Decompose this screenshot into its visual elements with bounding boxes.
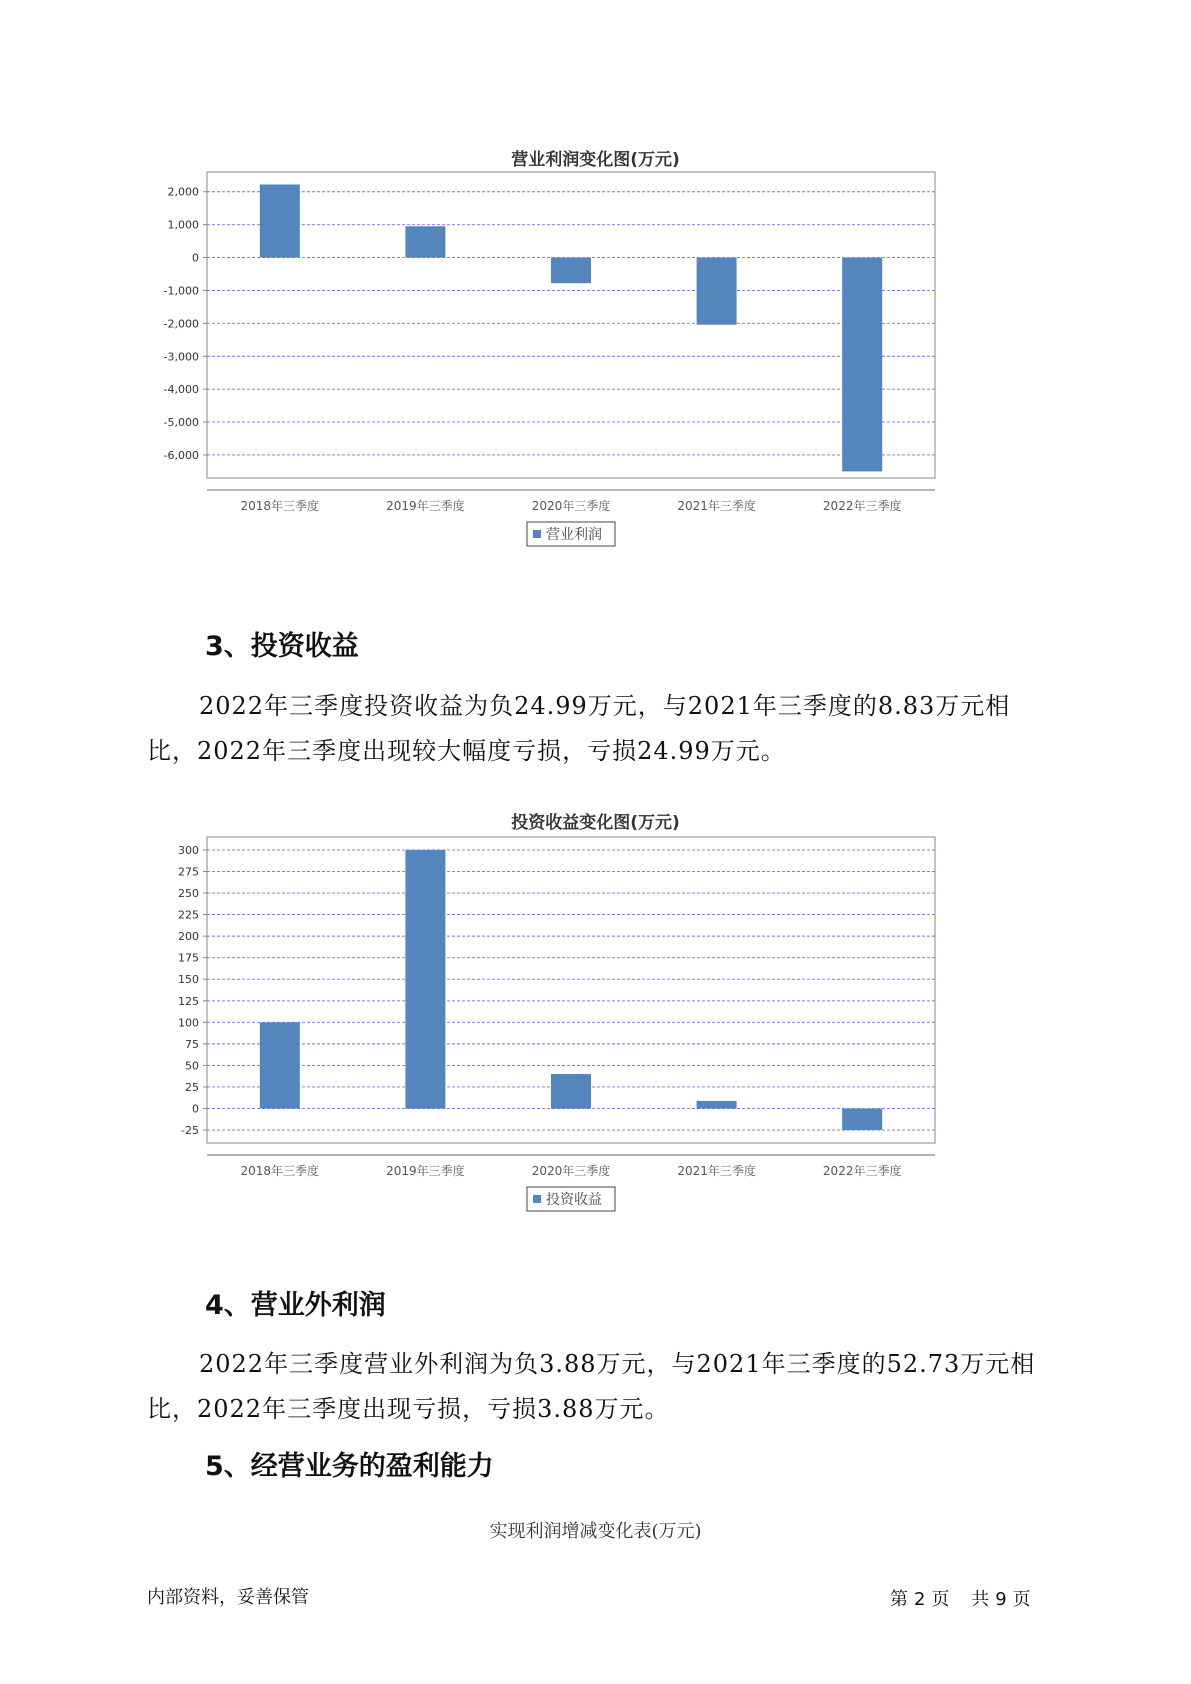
- plot-frame: [207, 172, 935, 478]
- y-tick-label: 300: [178, 843, 199, 857]
- y-tick-label: 75: [185, 1037, 199, 1051]
- paragraph-non-operating-profit: [147, 1342, 1057, 1432]
- bar: [842, 258, 882, 472]
- footer-page-number: [890, 1585, 1037, 1611]
- bar: [697, 1101, 737, 1109]
- bar: [551, 258, 591, 284]
- y-tick-label: 0: [192, 251, 199, 265]
- y-tick-label: 150: [178, 973, 199, 987]
- y-tick-label: 200: [178, 930, 199, 944]
- chart-title-operating-profit: 营业利润变化图(万元): [511, 150, 680, 170]
- bar: [697, 258, 737, 325]
- footer-confidential-note: 内部资料，妥善保管: [147, 1587, 309, 1608]
- operating-profit-chart: [150, 170, 1050, 590]
- legend-swatch: [533, 1195, 541, 1203]
- category-label: 2019年三季度: [386, 1164, 465, 1178]
- total-prefix: 共: [971, 1589, 990, 1610]
- paragraph-non-operating-profit-text: 2022年三季度营业外利润为负3.88万元，与2021年三季度的52.73万元相比，2022年三季度出现亏损，亏损3.88万元。: [147, 1350, 1036, 1423]
- bar: [842, 1109, 882, 1131]
- y-tick-label: -2,000: [163, 317, 199, 331]
- category-label: 2019年三季度: [386, 499, 465, 513]
- legend-label: 营业利润: [546, 527, 602, 543]
- legend-swatch: [533, 530, 541, 538]
- y-tick-label: 50: [185, 1059, 199, 1073]
- page-prefix: 第: [890, 1589, 908, 1610]
- category-label: 2022年三季度: [822, 499, 902, 513]
- legend-label: 投资收益: [546, 1192, 602, 1208]
- y-tick-label: 25: [185, 1080, 199, 1094]
- category-label: 2020年三季度: [531, 1164, 611, 1178]
- category-label: 2021年三季度: [677, 499, 756, 513]
- bar: [551, 1074, 591, 1108]
- page-unit: 页: [931, 1589, 950, 1610]
- y-tick-label: 225: [178, 908, 199, 922]
- y-tick-label: 1,000: [167, 218, 199, 232]
- total-pages: 9: [995, 1589, 1007, 1610]
- category-label: 2018年三季度: [240, 499, 320, 513]
- paragraph-investment-income-text: 2022年三季度投资收益为负24.99万元，与2021年三季度的8.83万元相比，2022年三季度出现较大幅度亏损，亏损24.99万元。: [147, 692, 1011, 765]
- heading-non-operating-profit: 4、营业外利润: [205, 1290, 386, 1321]
- y-tick-label: 125: [178, 994, 199, 1008]
- y-tick-label: -3,000: [163, 350, 199, 364]
- investment-income-chart: [150, 835, 1050, 1255]
- category-label: 2022年三季度: [822, 1164, 902, 1178]
- paragraph-investment-income: [147, 684, 1057, 774]
- bar: [405, 226, 445, 257]
- y-tick-label: 175: [178, 951, 199, 965]
- chart-title-investment-income: 投资收益变化图(万元): [511, 813, 680, 833]
- heading-operating-profitability: 5、经营业务的盈利能力: [205, 1451, 494, 1482]
- heading-investment-income: 3、投资收益: [205, 631, 359, 662]
- y-tick-label: -25: [181, 1124, 199, 1138]
- total-unit: 页: [1012, 1589, 1031, 1610]
- y-tick-label: 0: [192, 1102, 199, 1116]
- bar: [405, 850, 445, 1109]
- category-label: 2021年三季度: [677, 1164, 756, 1178]
- y-tick-label: 100: [178, 1016, 199, 1030]
- y-tick-label: 250: [178, 887, 199, 901]
- category-label: 2018年三季度: [240, 1164, 320, 1178]
- y-tick-label: -1,000: [163, 284, 199, 298]
- y-tick-label: 275: [178, 865, 199, 879]
- y-tick-label: -5,000: [163, 416, 199, 430]
- bar: [260, 185, 300, 258]
- y-tick-label: -4,000: [163, 383, 199, 397]
- category-label: 2020年三季度: [531, 499, 611, 513]
- y-tick-label: 2,000: [167, 185, 199, 199]
- table-title-profit-change: 实现利润增减变化表(万元): [489, 1521, 702, 1542]
- y-tick-label: -6,000: [163, 448, 199, 462]
- page-number: 2: [914, 1589, 926, 1610]
- bar: [260, 1022, 300, 1108]
